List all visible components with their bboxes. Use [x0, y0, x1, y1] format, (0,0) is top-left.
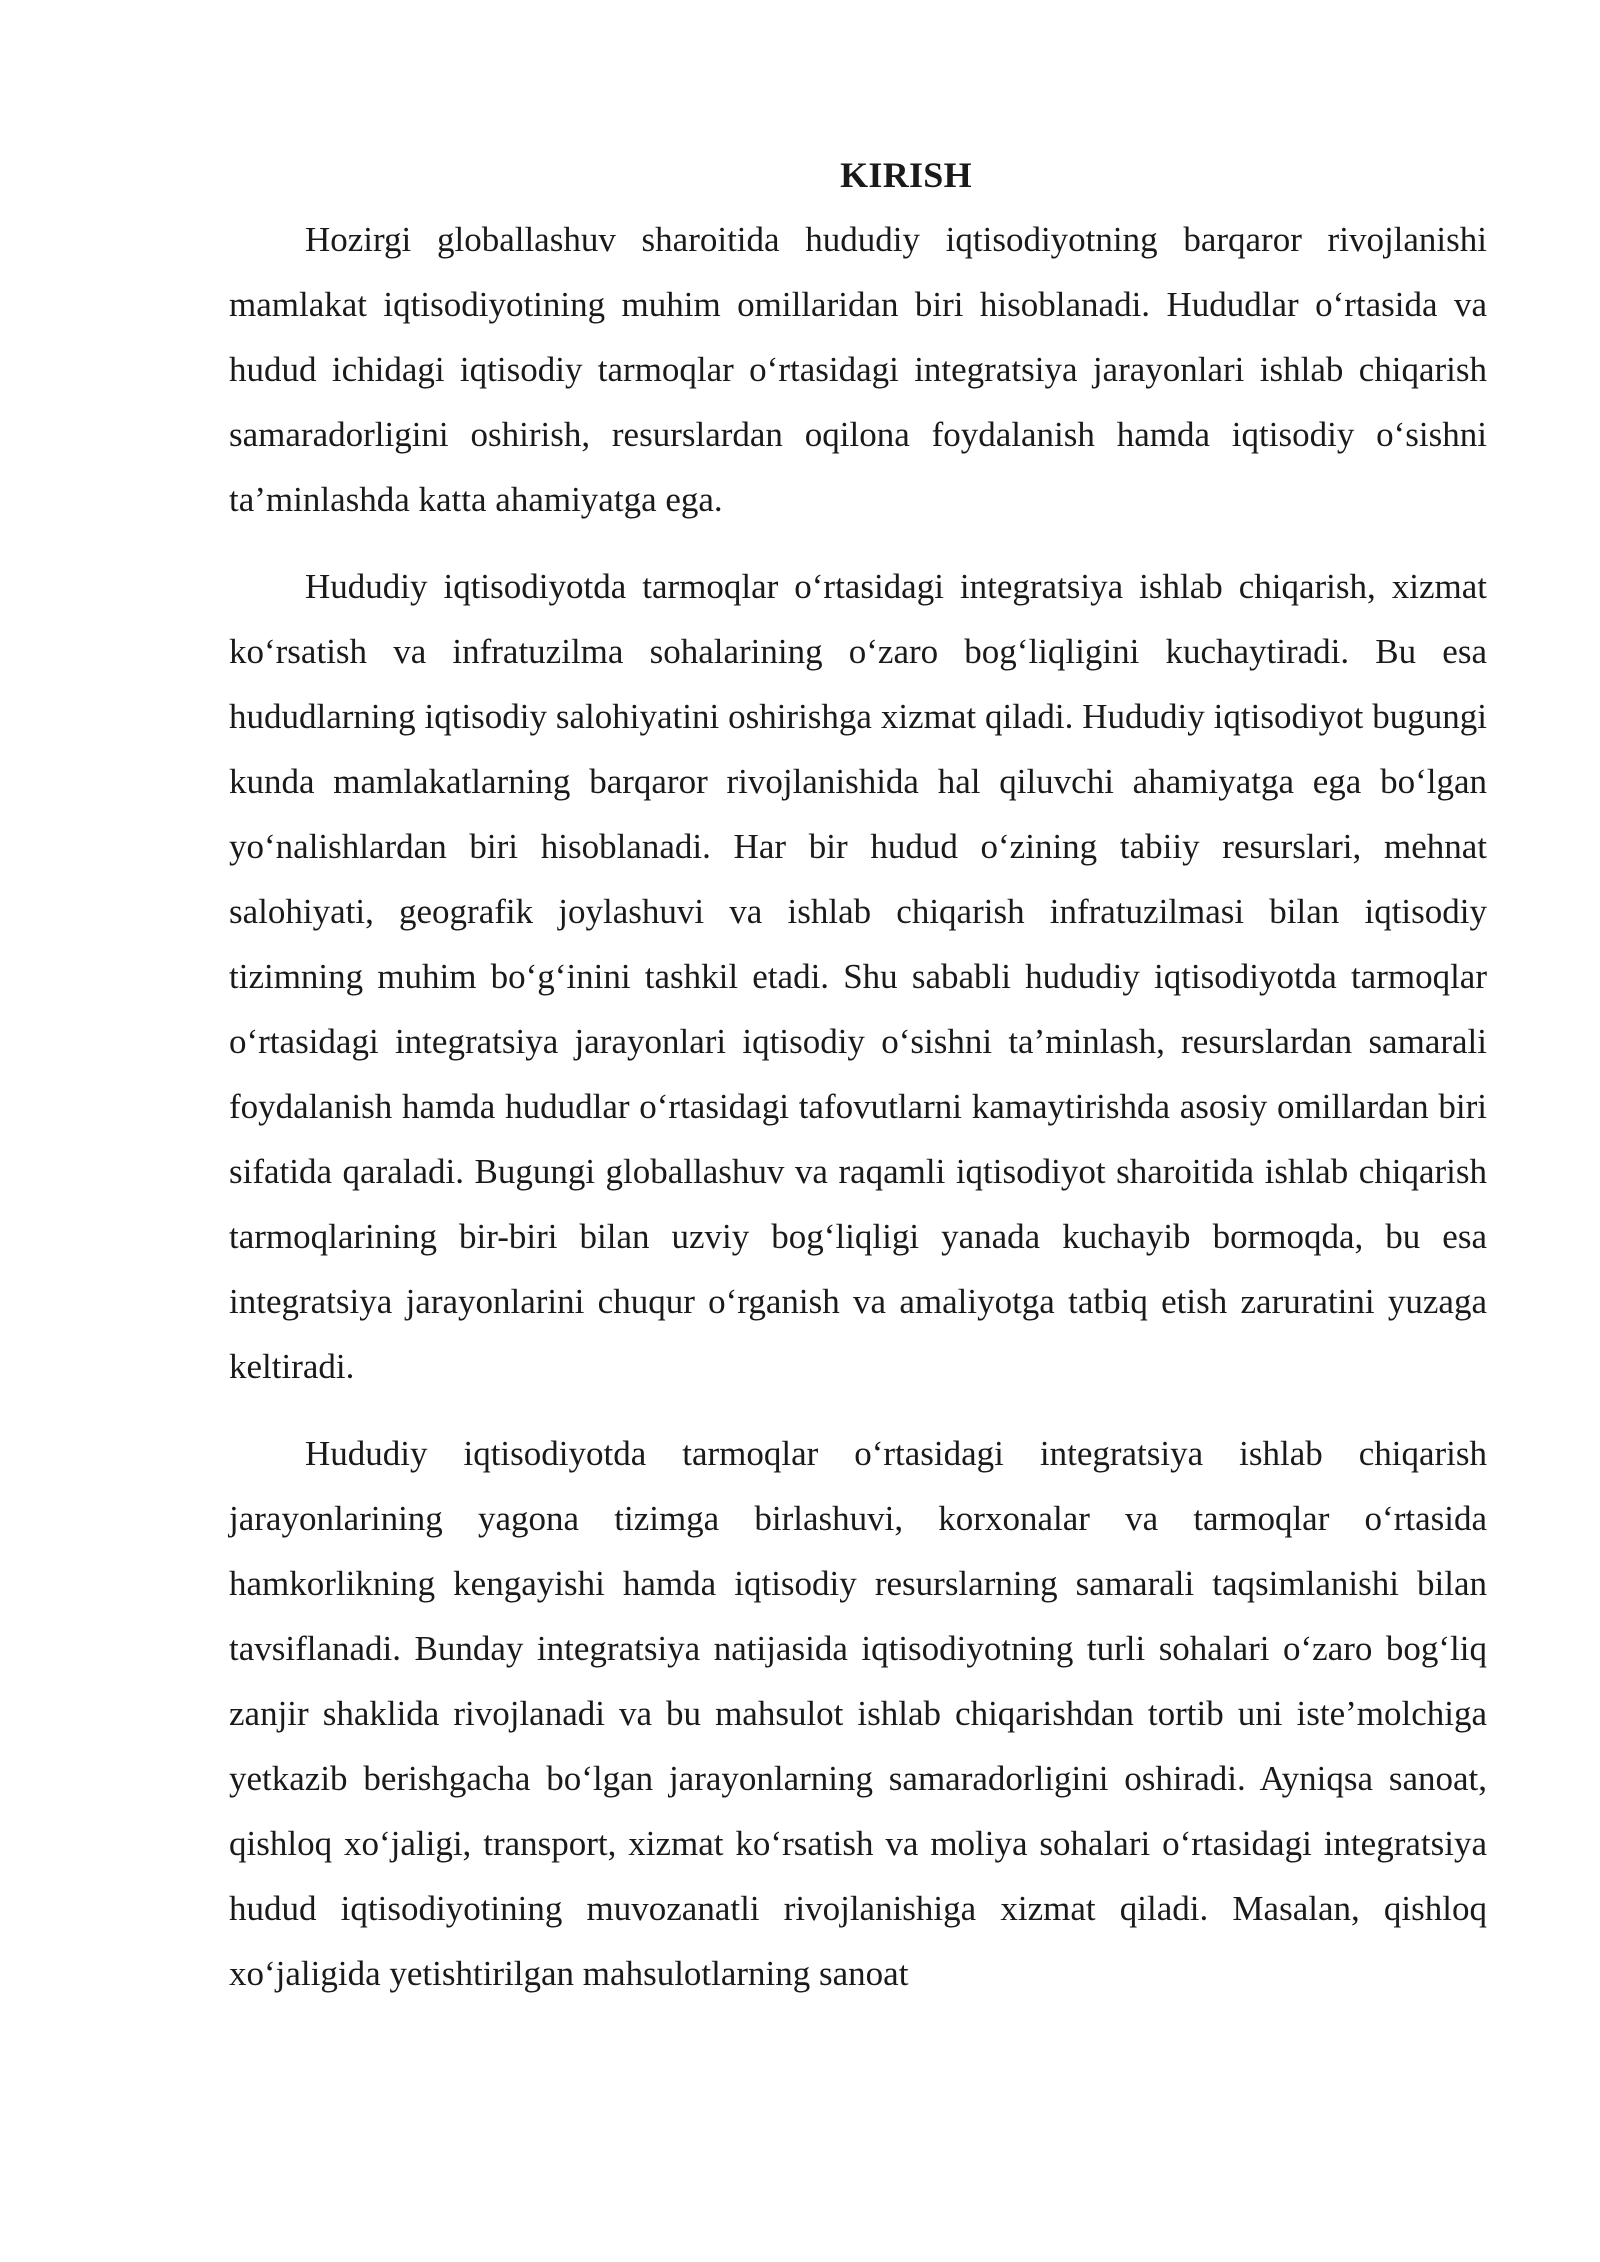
paragraph-1: Hozirgi globallashuv sharoitida hududiy iqtisodiyotning barqaror rivojlanishi mamlakat iqtisodiyotining muhim omillaridan biri hisoblanadi. Hududlar o‘rtasida va hudud ichidagi iqtisodiy tarmoqlar o‘rtasidagi integratsiya jarayonlari ishlab chiqarish samaradorligini oshirish, resurslardan oqilona foydalanish hamda iqtisodiy o‘sishni ta’minlashda katta ahamiyatga ega.	[229, 220, 1487, 519]
document-title: KIRISH	[840, 155, 972, 195]
paragraph-2: Hududiy iqtisodiyotda tarmoqlar o‘rtasidagi integratsiya ishlab chiqarish, xizmat ko‘rsatish va infratuzilma sohalarining o‘zaro bog‘liqligini kuchaytiradi. Bu esa hududlarning iqtisodiy salohiyatini oshirishga xizmat qiladi. Hududiy iqtisodiyot bugungi kunda mamlakatlarning barqaror rivojlanishida hal qiluvchi ahamiyatga ega bo‘lgan yo‘nalishlardan biri hisoblanadi. Har bir hudud o‘zining tabiiy resurslari, mehnat salohiyati, geografik joylashuvi va ishlab chiqarish infratuzilmasi bilan iqtisodiy tizimning muhim bo‘g‘inini tashkil etadi. Shu sababli hududiy iqtisodiyotda tarmoqlar o‘rtasidagi integratsiya jarayonlari iqtisodiy o‘sishni ta’minlash, resurslardan samarali foydalanish hamda hududlar o‘rtasidagi tafovutlarni kamaytirishda asosiy omillardan biri sifatida qaraladi. Bugungi globallashuv va raqamli iqtisodiyot sharoitida ishlab chiqarish tarmoqlarining bir-biri bilan uzviy bog‘liqligi yanada kuchayib bormoqda, bu esa integratsiya jarayonlarini chuqur o‘rganish va amaliyotga tatbiq etish zaruratini yuzaga keltiradi.	[229, 567, 1487, 1386]
paragraph-3: Hududiy iqtisodiyotda tarmoqlar o‘rtasidagi integratsiya ishlab chiqarish jarayonlarining yagona tizimga birlashuvi, korxonalar va tarmoqlar o‘rtasida hamkorlikning kengayishi hamda iqtisodiy resurslarning samarali taqsimlanishi bilan tavsiflanadi. Bunday integratsiya natijasida iqtisodiyotning turli sohalari o‘zaro bog‘liq zanjir shaklida rivojlanadi va bu mahsulot ishlab chiqarishdan tortib uni iste’molchiga yetkazib berishgacha bo‘lgan jarayonlarning samaradorligini oshiradi. Ayniqsa sanoat, qishloq xo‘jaligi, transport, xizmat ko‘rsatish va moliya sohalari o‘rtasidagi integratsiya hudud iqtisodiyotining muvozanatli rivojlanishiga xizmat qiladi. Masalan, qishloq xo‘jaligida yetishtirilgan mahsulotlarning sanoat	[229, 1434, 1487, 1993]
document-body	[229, 145, 1487, 2028]
